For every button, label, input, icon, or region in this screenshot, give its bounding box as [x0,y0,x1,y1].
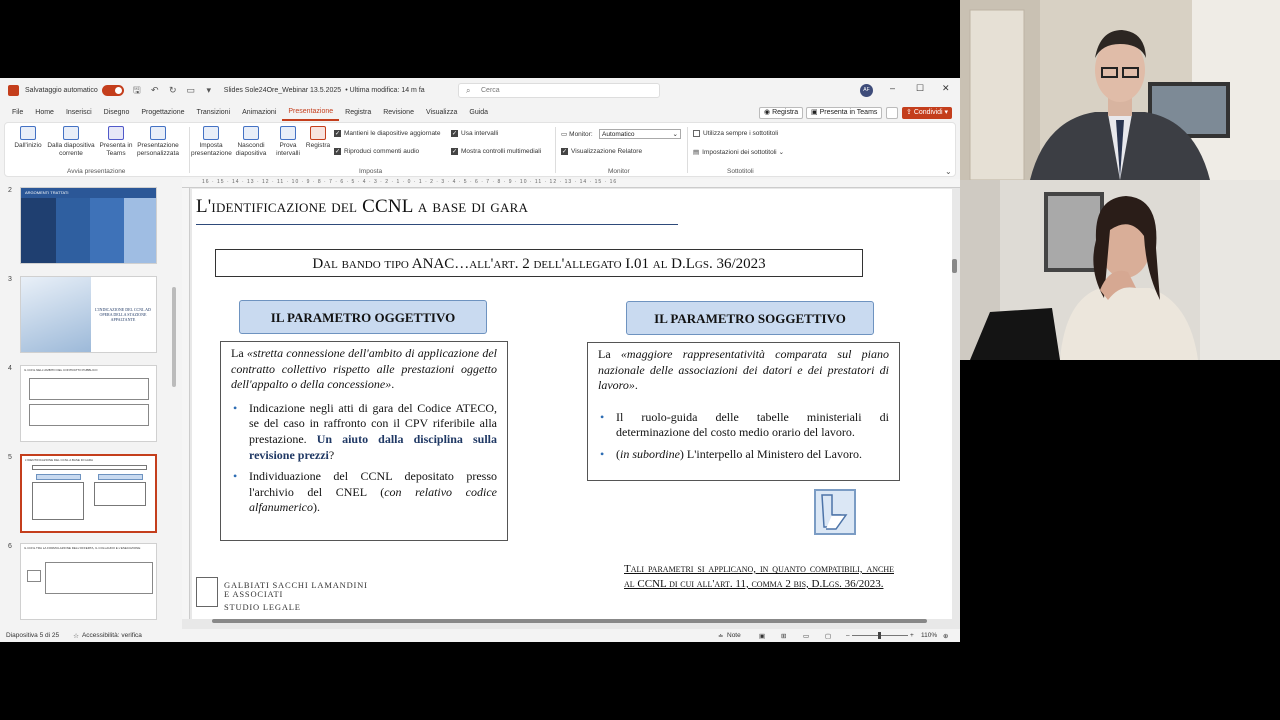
thumb-column [90,198,124,264]
monitor-select[interactable] [599,129,681,139]
slide-counter: Diapositiva 5 di 25 [6,632,60,639]
record-ribbon-label: Registra [305,142,331,149]
left-intro [231,346,497,393]
participant-1-image [960,0,1280,180]
thumb-box [32,482,84,520]
checkbox-checked-icon: ✓ [452,131,458,137]
hide-slide-button[interactable] [233,126,269,158]
thumb-param-head [36,474,81,480]
left-bullet-1-strong: Un aiuto dalla disciplina sulla revisione prezzi [249,431,497,462]
thumb-banner [32,465,147,470]
left-bullet-1 [231,401,497,463]
accessibility-status[interactable]: Accessibilità: verifica [81,632,142,639]
keep-updated-checkbox[interactable] [334,130,440,137]
monitor-icon: ▭ [561,131,568,138]
avatar[interactable]: AF [860,84,873,97]
collapse-ribbon-icon[interactable]: ⌄ [945,167,952,176]
tab-revisione[interactable]: Revisione [383,109,414,116]
thumb-box [29,404,149,426]
keep-updated-label: Mantieni le diapositive aggiornate [344,130,441,137]
maximize-icon[interactable]: ☐ [916,83,925,93]
thumb-box [45,562,153,594]
left-bullet-2-text: Individuazione del CCNL depositato presso l'archivio del CNEL ( [249,469,497,499]
left-intro-a: La [231,346,247,360]
autosave-toggle[interactable] [102,85,124,96]
slide-canvas[interactable] [192,189,952,619]
setup-label: Imposta presentazione [191,142,232,157]
thumb-title: L'INDICAZIONE DEL CCNL AD OPERA DELLA STAZIONE APPALTANTE [95,307,151,322]
left-bullet-2-em: con relativo codice alfanumerico [249,484,497,515]
save-icon[interactable]: 🖫 [132,85,141,95]
ribbon-separator [687,127,688,173]
checkbox-checked-icon: ✓ [335,131,341,137]
from-start-label: Dall'inizio [14,142,42,149]
chevron-down-icon: ⌄ [672,131,678,138]
right-bullet-2 [598,447,889,463]
slideshow-view-icon[interactable]: ▢ [825,632,832,640]
monitor-value: Automatico [602,131,635,138]
record-button[interactable]: ◉ Registra [759,107,803,119]
slide-thumbnails-pane [0,179,178,629]
present-in-teams-button[interactable]: ▣ Presenta in Teams [806,107,882,119]
custom-show-icon [150,126,166,140]
presenter-view-label: Visualizzazione Relatore [571,148,643,155]
subtitles-icon: ▤ [693,149,700,156]
tab-disegno[interactable]: Disegno [103,109,130,116]
teams-label: Presenta in Teams [819,109,878,116]
left-bullet-2-end: ). [313,500,320,515]
thumb-title: L'IDENTIFICAZIONE DEL CCNL A BASE DI GARA [25,458,94,462]
search-placeholder: Cerca [481,87,500,94]
chevron-down-icon: ⌄ [778,149,785,156]
share-button[interactable]: ⇪ Condividi ▾ [902,107,952,119]
vertical-ruler [182,188,190,619]
checkbox-unchecked-icon [693,130,700,137]
ruler-scale: 16 · 15 · 14 · 13 · 12 · 11 · 10 · 9 · 8 · 7 · 6 · 5 · 4 · 3 · 2 · 1 · 0 · 1 · 2 · 3 · 4 · 5 · 6 · 7 · 8 · 9 · 10 · 11 · 12 · 13 · 14 · 15 · 16 [202,179,618,185]
arrow-shape [816,491,854,533]
left-bullet-1-end: ? [328,447,335,462]
thumb-title: ARGOMENTI TRATTATI [25,190,69,195]
thumb-title: IL CCNL TRA LA FORMULAZIONE DELL'OFFERTA, IL COLLAUDO E L'ESECUZIONE [24,546,141,550]
group-sottotitoli-label: Sottotitoli [727,168,754,175]
thumb-box [29,378,149,400]
participant-video-2 [960,180,1280,360]
checkbox-checked-icon: ✓ [335,149,341,155]
logo-line-2: E ASSOCIATI [224,589,284,599]
record-label: Registra [772,109,799,116]
monitor-label-row [561,130,593,138]
zoom-level[interactable]: 110% [921,632,938,639]
checkbox-checked-icon: ✓ [452,149,458,155]
down-right-arrow-icon[interactable] [814,489,856,535]
timer-icon [280,126,296,140]
ribbon-separator [189,127,190,173]
zoom-slider-thumb[interactable] [878,632,881,639]
thumb-box [27,570,41,582]
right-parameter-box[interactable] [587,342,900,481]
tab-progettazione[interactable]: Progettazione [141,109,185,116]
right-bullet-2-b: ) L'interpello al Ministero del Lavoro. [679,446,862,461]
right-parameter-header[interactable]: IL PARAMETRO SOGGETTIVO [626,301,874,335]
present-icon[interactable]: ▭ [186,85,196,95]
from-current-label: Dalla diapositiva corrente [47,142,95,157]
always-subtitles-checkbox[interactable] [693,130,778,137]
notes-button[interactable]: Note [727,632,741,639]
redo-icon[interactable]: ↻ [169,85,177,95]
right-bullets [598,410,889,463]
zoom-in-icon[interactable]: + [910,632,914,639]
thumbnail-slide-2[interactable] [20,187,157,264]
teams-icon [108,126,124,140]
slide-editor [182,179,960,629]
participant-video-1 [960,0,1280,180]
custom-show-label: Presentazione personalizzata [137,142,179,157]
from-start-button[interactable] [11,126,45,150]
rehearse-timings-button[interactable] [273,126,303,158]
status-bar [0,629,960,642]
tab-presentazione[interactable]: Presentazione [282,105,339,121]
autosave-label: Salvataggio automatico [25,86,98,94]
search-icon: ⌕ [466,86,471,95]
left-parameter-header[interactable]: IL PARAMETRO OGGETTIVO [239,300,487,334]
right-intro-quote: «maggiore rappresentatività comparata sul piano nazionale delle associazioni dei datori e dei prestatori di lavoro» [598,347,889,393]
tab-inserisci[interactable]: Inserisci [65,109,92,116]
thumbnails-scrollbar[interactable] [172,287,176,387]
left-bullets [231,401,497,516]
use-timings-checkbox[interactable] [451,130,498,137]
right-intro [598,347,889,394]
present-teams-label: Presenta in Teams [99,142,133,157]
right-bullet-2-a: ( [616,446,620,461]
play-narrations-checkbox[interactable] [334,148,419,155]
thumb-number: 4 [8,365,12,372]
use-timings-label: Usa intervalli [461,130,499,137]
tab-visualizza[interactable]: Visualizza [425,109,458,116]
accessibility-icon: ☆ [73,632,79,640]
thumbnail-slide-5-selected[interactable] [20,454,157,533]
fit-slide-icon[interactable]: ⊕ [943,632,949,640]
thumb-param-head [98,474,143,480]
right-intro-b: . [634,378,638,393]
tab-home[interactable]: Home [35,109,54,116]
record-icon [310,126,326,140]
from-current-button[interactable] [45,126,97,158]
tab-file[interactable]: File [12,109,24,116]
right-bullet-1: • Il ruolo-guida delle tabelle ministeriali di determinazione del costo medio orario del lavoro. [598,410,889,441]
left-parameter-box[interactable] [220,341,508,541]
thumb-column [56,198,90,264]
ribbon-separator [555,127,556,173]
left-bullet-2 [231,469,497,516]
file-title: Slides Sole24Ore_Webinar 13.5.2025 [223,86,342,94]
undo-icon[interactable]: ↶ [151,85,159,95]
hide-slide-label: Nascondi diapositiva [235,142,267,157]
monitor-label: Monitor: [569,130,593,138]
always-subtitles-label: Utilizza sempre i sottotitoli [703,130,779,137]
play-narrations-label: Riproduci commenti audio [344,148,420,155]
modified-info[interactable]: • Ultima modifica: 14 m fa [345,86,425,94]
building-logo-icon [196,577,218,607]
slide-banner[interactable]: Dal bando tipo ANAC…all'art. 2 dell'allegato I.01 al D.Lgs. 36/2023 [215,249,863,277]
tab-guida[interactable]: Guida [469,109,489,116]
title-underline [196,224,678,225]
left-bullet-1-text: Indicazione negli atti di gara del Codice ATECO, se del caso in raffronto con il CPV riferibile alla prestazione. [249,400,497,446]
tab-registra[interactable]: Registra [345,109,372,116]
share-label: Condividi [913,109,943,116]
setup-slideshow-button[interactable] [191,126,231,158]
tab-animazioni[interactable]: Animazioni [242,109,277,116]
present-teams-ribbon-button[interactable] [99,126,133,158]
tab-transizioni[interactable]: Transizioni [196,109,231,116]
thumb-mountain-image [21,277,91,353]
thumb-number: 5 [8,454,12,461]
slide-sorter-icon[interactable]: ⊞ [781,632,787,640]
horizontal-ruler [182,179,960,188]
zoom-out-icon[interactable]: – [846,632,850,639]
media-controls-checkbox[interactable] [451,148,541,155]
thumb-number: 2 [8,187,12,194]
group-imposta-label: Imposta [359,168,383,175]
left-intro-quote: «stretta connessione dell'ambito di applicazione del contratto collettivo rispetto alle prestazioni oggetto dell'appalto o della concessione» [231,346,498,392]
powerpoint-logo-icon [8,85,19,96]
right-intro-a: La [598,347,621,361]
thumb-box [94,482,146,506]
subtitle-settings-button[interactable] [693,148,784,156]
custom-show-button[interactable] [133,126,183,158]
search-input[interactable] [458,83,660,98]
normal-view-icon[interactable]: ▣ [759,632,766,640]
media-controls-label: Mostra controlli multimediali [461,148,542,155]
thumbnail-slide-3[interactable] [20,276,157,353]
rehearse-label: Prova intervalli [276,142,300,157]
left-intro-b: . [391,377,395,392]
thumb-number: 6 [8,543,12,550]
presenter-view-checkbox[interactable] [561,148,642,155]
record-ribbon-button[interactable] [303,126,333,150]
group-monitor-label: Monitor [608,168,630,175]
reading-view-icon[interactable]: ▭ [803,632,810,640]
right-bullet-2-em: in subordine [620,446,680,461]
customize-icon[interactable]: ▾ [206,85,212,95]
thumb-number: 3 [8,276,12,283]
powerpoint-window [0,78,960,642]
logo-line-3: STUDIO LEGALE [224,602,301,612]
horizontal-scrollbar[interactable] [212,619,927,623]
hide-slide-icon [243,126,259,140]
slide-footnote[interactable]: Tali parametri si applicano, in quanto compatibili, anche al CCNL di cui all'art. 11, comma 2 bis, D.Lgs. 36/2023. [624,563,894,590]
ribbon [4,122,956,177]
firm-logo [196,577,368,612]
slide-title[interactable]: L'identificazione del CCNL a base di gara [196,196,529,217]
thumb-column [124,198,157,264]
minimize-icon[interactable]: – [890,83,896,93]
slideshow-current-icon [63,126,79,140]
logo-line-1: GALBIATI SACCHI LAMANDINI [224,580,368,590]
checkbox-checked-icon: ✓ [562,149,568,155]
thumb-column [21,198,56,264]
group-avvia-label: Avvia presentazione [67,168,126,175]
subtitle-settings-label: Impostazioni dei sottotitoli [702,148,777,156]
setup-icon [203,126,219,140]
thumb-title: IL CCNL NELL'AMBITO DEL CONTRATTO PUBBLICO [24,368,98,372]
title-bar [0,78,960,102]
comments-icon[interactable] [886,107,898,119]
thumbnail-slide-6[interactable] [20,543,157,620]
participant-2-image [960,180,1280,360]
slideshow-icon [20,126,36,140]
notes-icon: ≐ [718,632,724,640]
close-icon[interactable]: ✕ [942,83,950,93]
vertical-scrollbar[interactable] [952,259,957,273]
thumbnail-slide-4[interactable] [20,365,157,442]
